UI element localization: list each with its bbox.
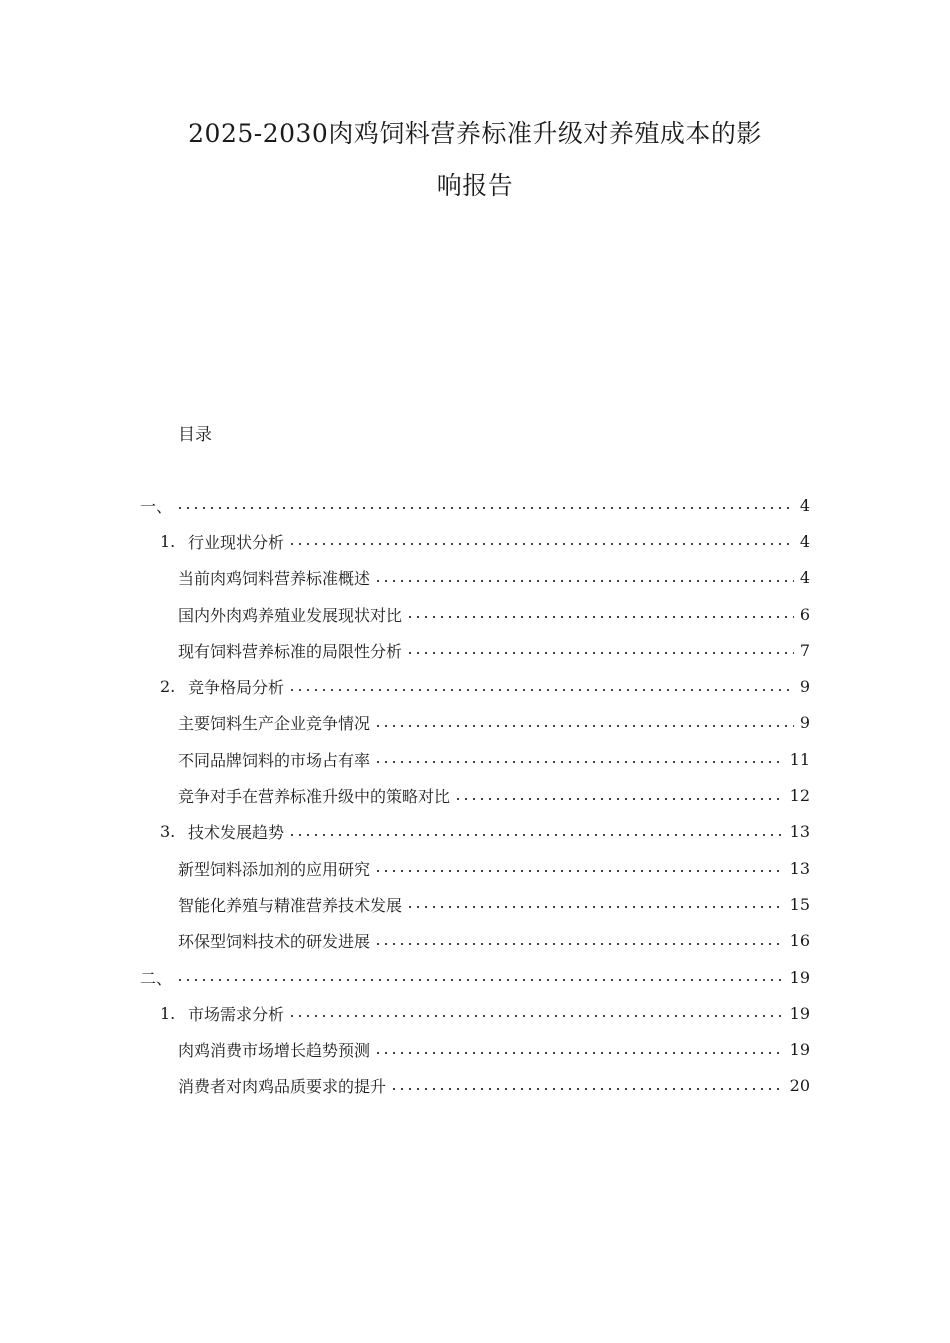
- toc-entry-title: 市场需求分析: [188, 1004, 285, 1024]
- toc-entry[interactable]: [140, 1031, 810, 1067]
- toc-entry[interactable]: [140, 923, 810, 959]
- toc-entry-page-number: 20: [789, 1076, 810, 1096]
- toc-dot-leader: [374, 1052, 784, 1054]
- toc-entry[interactable]: [140, 850, 810, 886]
- toc-entry-page-number: 9: [799, 677, 810, 697]
- toc-entry-page-number: 6: [799, 604, 810, 624]
- document-title: [150, 108, 800, 212]
- toc-entry-page-number: 16: [789, 931, 810, 951]
- toc-entry-page-number: 13: [789, 822, 810, 842]
- toc-heading: 目录: [178, 425, 212, 445]
- toc-entry-title: 主要饲料生产企业竞争情况: [178, 714, 371, 734]
- toc-entry[interactable]: [140, 777, 810, 813]
- toc-dot-leader: [288, 1015, 784, 1017]
- table-of-contents: [140, 487, 810, 1104]
- toc-dot-leader: [374, 725, 794, 727]
- toc-entry-title: 消费者对肉鸡品质要求的提升: [178, 1077, 387, 1097]
- toc-dot-leader: [288, 689, 794, 691]
- toc-entry-page-number: 13: [789, 858, 810, 878]
- toc-entry-page-number: 4: [799, 531, 810, 551]
- toc-entry-title: 竞争对手在营养标准升级中的策略对比: [178, 787, 451, 807]
- toc-entry-number: 1.: [160, 531, 176, 551]
- toc-entry-title: 新型饲料添加剂的应用研究: [178, 859, 371, 879]
- toc-entry-number: 3.: [160, 822, 176, 842]
- toc-entry[interactable]: [140, 487, 810, 523]
- toc-entry-page-number: 11: [789, 749, 810, 769]
- toc-entry-page-number: 9: [799, 713, 810, 733]
- toc-dot-leader: [374, 870, 784, 872]
- toc-entry-page-number: 19: [789, 1040, 810, 1060]
- toc-entry-title: 环保型饲料技术的研发进展: [178, 932, 371, 952]
- toc-dot-leader: [176, 979, 784, 981]
- title-line-2: 响报告: [436, 171, 514, 200]
- toc-entry[interactable]: [140, 886, 810, 922]
- toc-entry-page-number: 12: [789, 786, 810, 806]
- toc-dot-leader: [406, 616, 794, 618]
- toc-entry-title: 肉鸡消费市场增长趋势预测: [178, 1041, 371, 1061]
- toc-dot-leader: [406, 906, 784, 908]
- toc-entry-page-number: 4: [799, 495, 810, 515]
- toc-entry-title: 智能化养殖与精准营养技术发展: [178, 895, 403, 915]
- toc-entry[interactable]: [140, 1068, 810, 1104]
- toc-entry-page-number: 19: [789, 1003, 810, 1023]
- toc-entry-title: 行业现状分析: [188, 532, 285, 552]
- toc-entry[interactable]: [140, 596, 810, 632]
- toc-entry[interactable]: [140, 741, 810, 777]
- toc-entry-title: 技术发展趋势: [188, 823, 285, 843]
- toc-entry-title: 竞争格局分析: [188, 678, 285, 698]
- toc-entry-title: 国内外肉鸡养殖业发展现状对比: [178, 605, 403, 625]
- toc-entry-title: 不同品牌饲料的市场占有率: [178, 750, 371, 770]
- toc-dot-leader: [406, 652, 794, 654]
- toc-entry[interactable]: [140, 959, 810, 995]
- title-line-1: 2025-2030肉鸡饲料营养标准升级对养殖成本的影: [188, 119, 762, 148]
- toc-dot-leader: [454, 798, 784, 800]
- toc-entry-page-number: 19: [789, 967, 810, 987]
- toc-entry-title: 现有饲料营养标准的局限性分析: [178, 641, 403, 661]
- toc-dot-leader: [374, 761, 784, 763]
- toc-entry[interactable]: [140, 523, 810, 559]
- toc-dot-leader: [390, 1088, 784, 1090]
- toc-entry-page-number: 15: [789, 894, 810, 914]
- toc-entry[interactable]: [140, 814, 810, 850]
- toc-dot-leader: [176, 507, 794, 509]
- toc-entry[interactable]: [140, 995, 810, 1031]
- toc-dot-leader: [288, 543, 794, 545]
- toc-entry-number: 1.: [160, 1003, 176, 1023]
- toc-entry-title: 一、: [140, 496, 173, 516]
- toc-entry[interactable]: [140, 560, 810, 596]
- toc-entry-number: 2.: [160, 677, 176, 697]
- toc-entry[interactable]: [140, 632, 810, 668]
- toc-entry-page-number: 4: [799, 568, 810, 588]
- toc-dot-leader: [374, 580, 794, 582]
- toc-entry-title: 二、: [140, 968, 173, 988]
- toc-entry[interactable]: [140, 705, 810, 741]
- toc-entry-title: 当前肉鸡饲料营养标准概述: [178, 569, 371, 589]
- toc-dot-leader: [374, 943, 784, 945]
- toc-entry-page-number: 7: [799, 640, 810, 660]
- toc-entry[interactable]: [140, 668, 810, 704]
- toc-dot-leader: [288, 834, 784, 836]
